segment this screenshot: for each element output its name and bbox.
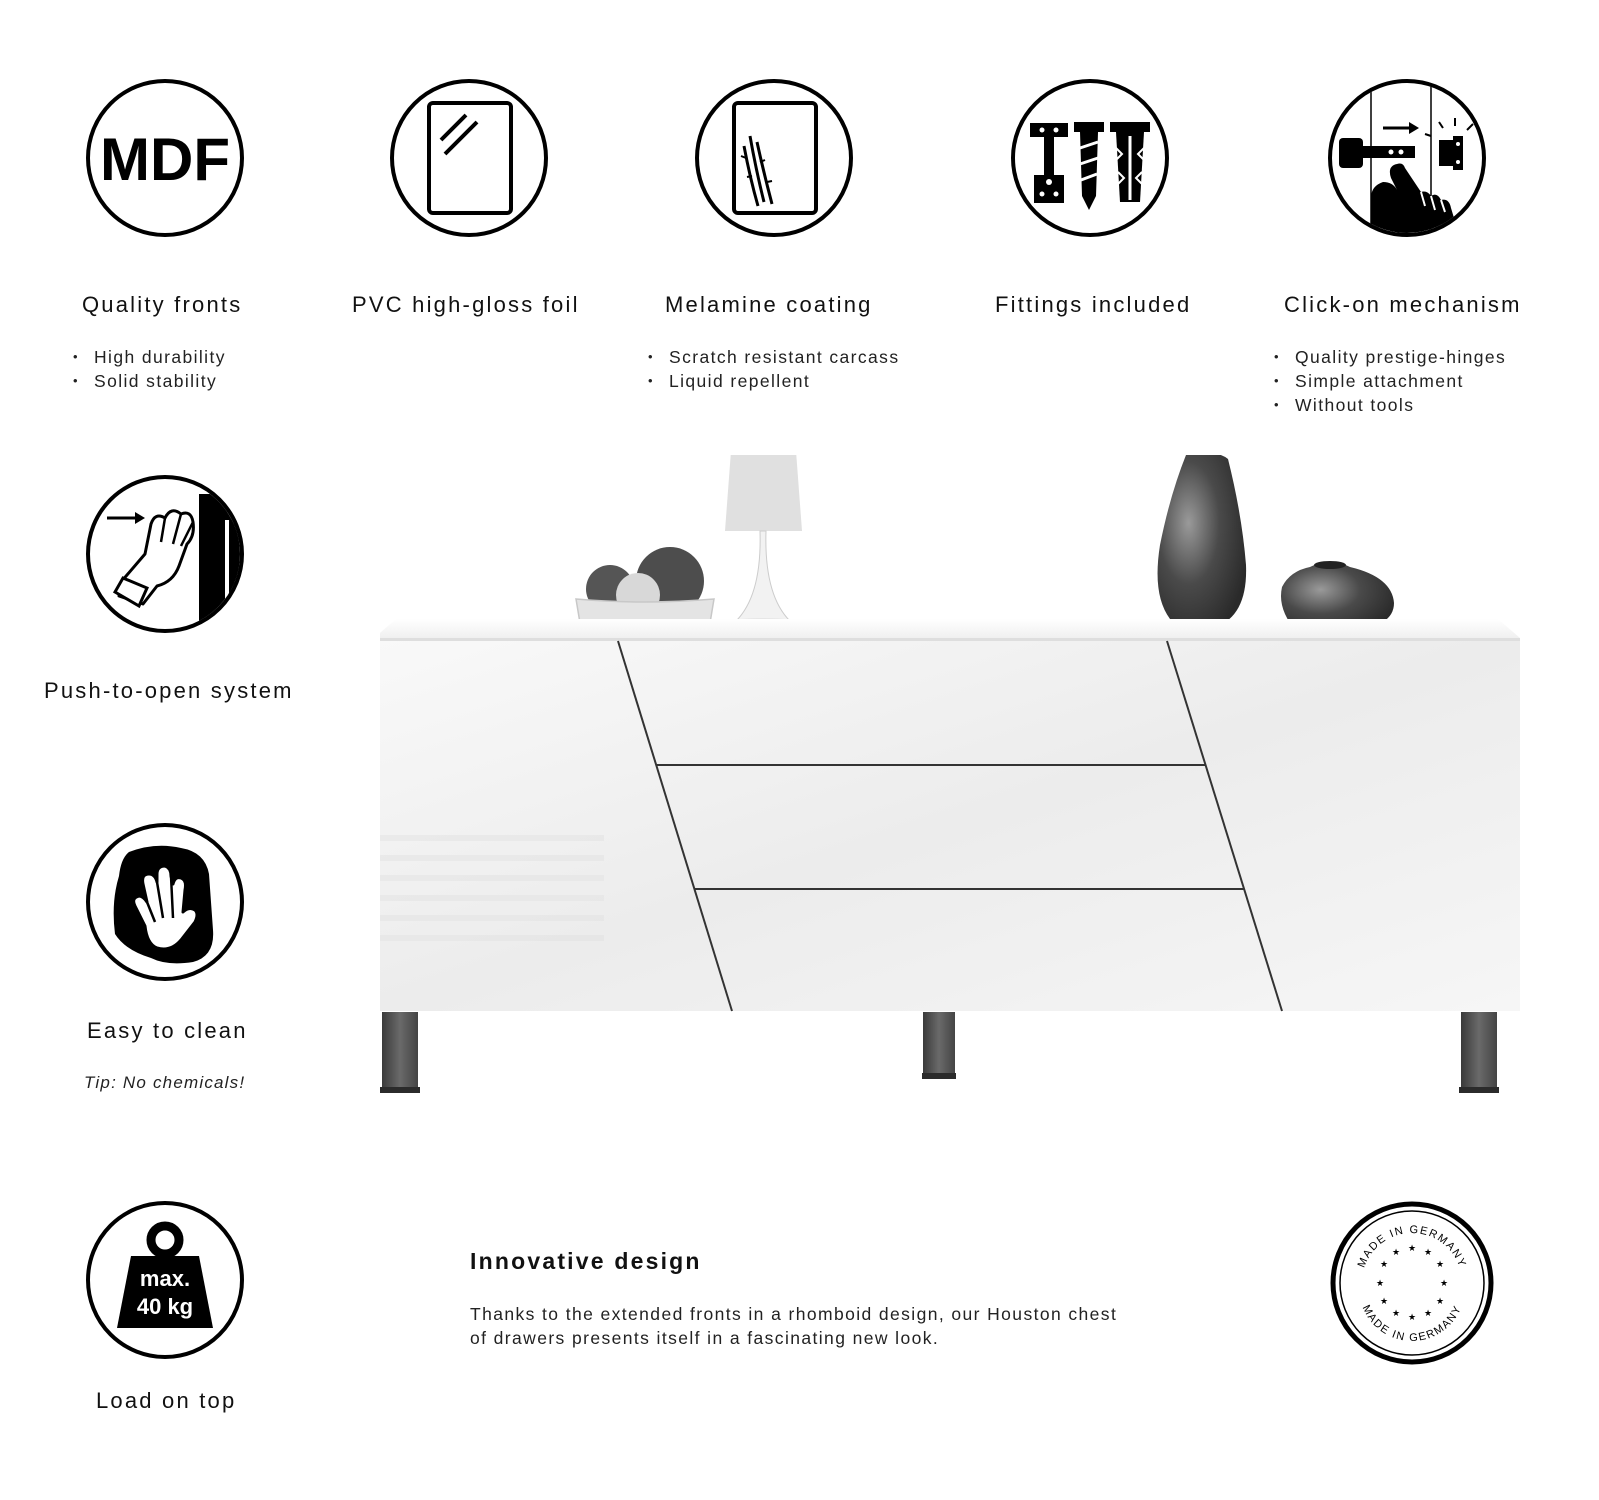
product-image: [380, 455, 1535, 1120]
fittings-icon: [1010, 78, 1170, 238]
innovative-design-text: [470, 1302, 1150, 1350]
svg-text:★: ★: [1439, 1279, 1449, 1289]
pvc-foil-title: PVC high-gloss foil: [352, 292, 580, 317]
svg-text:★: ★: [1407, 1244, 1417, 1254]
svg-text:★: ★: [1435, 1297, 1445, 1307]
made-in-germany-seal-icon: [1329, 1200, 1495, 1366]
weight-line2: 40 kg: [136, 1294, 194, 1319]
seal-text-bottom: MADE IN GERMANY: [1359, 1303, 1465, 1345]
mdf-icon-text: MDF: [100, 126, 230, 193]
bullet-item: • Scratch resistant carcass: [648, 345, 899, 369]
svg-text:★: ★: [1379, 1297, 1389, 1307]
svg-text:★: ★: [1423, 1248, 1433, 1258]
easy-clean-title: Easy to clean: [87, 1018, 248, 1043]
glossy-panel-icon: [389, 78, 549, 238]
weight-icon: [85, 1200, 245, 1360]
wiping-hand-icon: [85, 822, 245, 982]
svg-text:★: ★: [1435, 1260, 1445, 1270]
tall-vase-decor: [1158, 455, 1247, 628]
bullet-item: • Without tools: [1274, 393, 1506, 417]
svg-text:★: ★: [1423, 1309, 1433, 1319]
scratch-panel-icon: [694, 78, 854, 238]
design-text-line: of drawers presents itself in a fascinating new look.: [470, 1328, 940, 1348]
bullet-item: • Simple attachment: [1274, 369, 1506, 393]
click-on-bullets: [1274, 345, 1506, 417]
design-text-line: Thanks to the extended fronts in a rhomboid design, our Houston chest: [470, 1304, 1118, 1324]
easy-clean-tip: Tip: No chemicals!: [84, 1073, 246, 1092]
seal-text-top: MADE IN GERMANY: [1355, 1223, 1469, 1270]
push-hand-icon: [85, 474, 245, 634]
melamine-bullets: [648, 345, 899, 393]
innovative-design-title: Innovative design: [470, 1248, 702, 1274]
svg-text:★: ★: [1391, 1248, 1401, 1258]
bullet-item: • Quality prestige-hinges: [1274, 345, 1506, 369]
melamine-title: Melamine coating: [665, 292, 873, 317]
svg-text:★: ★: [1391, 1309, 1401, 1319]
bullet-item: • High durability: [73, 345, 226, 369]
lamp-decor: [725, 455, 802, 628]
svg-text:★: ★: [1407, 1313, 1417, 1323]
hinge-icon: [1327, 78, 1487, 238]
bullet-item: • Solid stability: [73, 369, 226, 393]
svg-text:★: ★: [1375, 1279, 1385, 1289]
bullet-item: • Liquid repellent: [648, 369, 899, 393]
fittings-title: Fittings included: [995, 292, 1192, 317]
quality-fronts-title: Quality fronts: [82, 292, 243, 317]
weight-line1: max.: [139, 1266, 191, 1291]
mdf-icon: [85, 78, 245, 238]
svg-text:★: ★: [1379, 1260, 1389, 1270]
click-on-title: Click-on mechanism: [1284, 292, 1522, 317]
load-on-top-title: Load on top: [96, 1388, 237, 1413]
quality-fronts-bullets: [73, 345, 226, 393]
push-to-open-title: Push-to-open system: [44, 678, 294, 703]
